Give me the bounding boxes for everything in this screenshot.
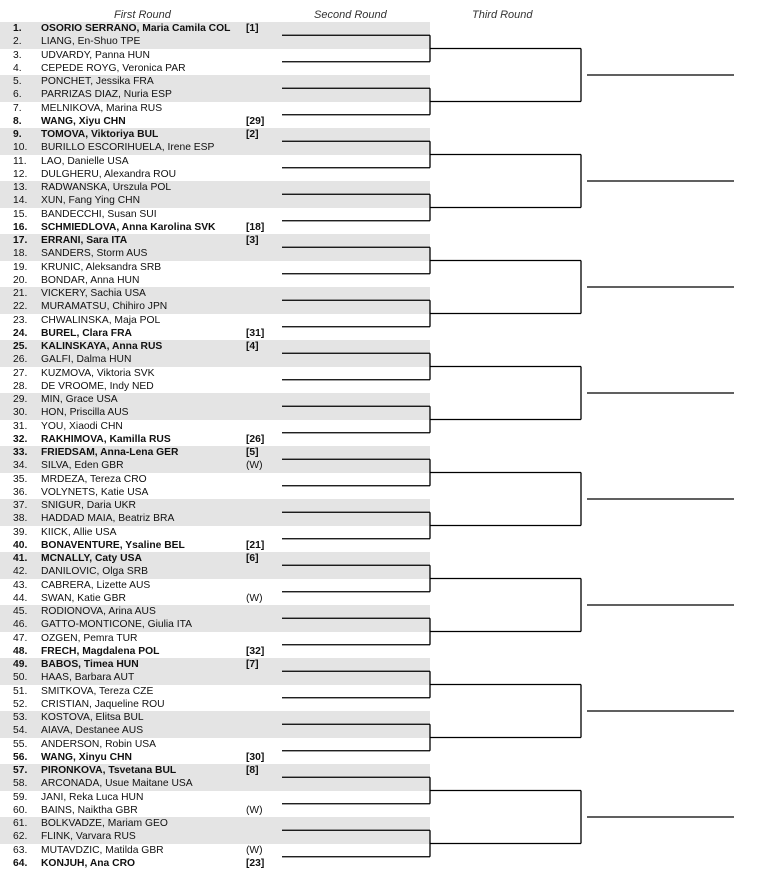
player-name: RAKHIMOVA, Kamilla RUS [41, 433, 171, 445]
player-num: 32. [13, 433, 28, 445]
player-num: 56. [13, 751, 28, 763]
player-num: 61. [13, 818, 28, 829]
player-name: MIN, Grace USA [41, 394, 118, 405]
player-name: SCHMIEDLOVA, Anna Karolina SVK [41, 221, 216, 233]
player-name: MCNALLY, Caty USA [41, 553, 142, 564]
player-num: 52. [13, 698, 28, 710]
player-seed: [18] [246, 221, 265, 233]
player-num: 49. [13, 659, 28, 670]
player-num: 57. [13, 765, 28, 776]
player-num: 17. [13, 235, 28, 246]
player-num: 58. [13, 778, 28, 790]
player-num: 47. [13, 632, 28, 644]
player-seed: [7] [246, 659, 259, 670]
player-num: 13. [13, 182, 28, 193]
player-num: 14. [13, 195, 28, 207]
player-num: 59. [13, 791, 28, 803]
player-name: CHWALINSKA, Maja POL [41, 314, 161, 326]
player-name: KALINSKAYA, Anna RUS [41, 341, 163, 352]
player-seed: (W) [246, 460, 263, 472]
player-name: BABOS, Timea HUN [41, 659, 139, 670]
player-num: 11. [13, 155, 27, 167]
player-num: 16. [13, 221, 28, 233]
player-name: UDVARDY, Panna HUN [41, 49, 150, 61]
player-seed: [8] [246, 765, 259, 776]
player-name: BONDAR, Anna HUN [41, 274, 140, 286]
player-name: ARCONADA, Usue Maitane USA [41, 778, 193, 790]
player-name: MRDEZA, Tereza CRO [41, 473, 147, 485]
player-name: VOLYNETS, Katie USA [41, 486, 149, 498]
player-name: BUREL, Clara FRA [41, 327, 132, 339]
player-num: 10. [13, 142, 28, 154]
player-num: 50. [13, 672, 28, 684]
player-name: YOU, Xiaodi CHN [41, 420, 123, 432]
player-num: 31. [13, 420, 28, 432]
player-seed: [29] [246, 115, 265, 127]
player-name: CABRERA, Lizette AUS [41, 579, 151, 591]
player-name: DANILOVIC, Olga SRB [41, 566, 149, 578]
player-num: 2. [13, 36, 22, 48]
player-name: DULGHERU, Alexandra ROU [41, 168, 177, 180]
player-name: PARRIZAS DIAZ, Nuria ESP [41, 89, 172, 101]
player-name: WANG, Xiyu CHN [41, 115, 126, 127]
player-num: 27. [13, 367, 28, 379]
player-name: SWAN, Katie GBR [41, 592, 126, 604]
player-name: MELNIKOVA, Marina RUS [41, 102, 163, 114]
player-num: 45. [13, 606, 28, 617]
player-name: SANDERS, Storm AUS [41, 248, 148, 260]
player-num: 42. [13, 566, 28, 578]
player-name: FRECH, Magdalena POL [41, 645, 160, 657]
header-second-round: Second Round [314, 9, 387, 21]
player-seed: [31] [246, 327, 265, 339]
player-num: 63. [13, 844, 28, 856]
player-seed: [6] [246, 553, 259, 564]
player-num: 39. [13, 526, 28, 538]
player-name: CRISTIAN, Jaqueline ROU [41, 698, 165, 710]
player-seed: [1] [246, 23, 259, 34]
header-first-round: First Round [114, 9, 171, 21]
player-name: SILVA, Eden GBR [41, 460, 124, 472]
player-seed: (W) [246, 592, 263, 604]
player-seed: (W) [246, 804, 263, 816]
player-name: ANDERSON, Robin USA [41, 738, 157, 750]
player-num: 41. [13, 553, 28, 564]
player-seed: [5] [246, 447, 259, 458]
player-num: 62. [13, 831, 28, 843]
player-num: 9. [13, 129, 22, 140]
player-name: GATTO-MONTICONE, Giulia ITA [41, 619, 193, 631]
player-name: PONCHET, Jessika FRA [41, 76, 154, 87]
player-num: 51. [13, 685, 28, 697]
player-name: RADWANSKA, Urszula POL [41, 182, 172, 193]
player-name: LIANG, En-Shuo TPE [41, 36, 141, 48]
player-name: RODIONOVA, Arina AUS [41, 606, 156, 617]
player-num: 53. [13, 712, 28, 723]
player-num: 21. [13, 288, 28, 299]
player-num: 60. [13, 804, 28, 816]
player-name: BURILLO ESCORIHUELA, Irene ESP [41, 142, 215, 154]
player-num: 37. [13, 500, 28, 511]
player-name: KOSTOVA, Elitsa BUL [41, 712, 144, 723]
player-name: BAINS, Naiktha GBR [41, 804, 138, 816]
player-num: 33. [13, 447, 28, 458]
player-num: 19. [13, 261, 28, 273]
player-seed: [21] [246, 539, 265, 551]
player-num: 25. [13, 341, 28, 352]
player-num: 5. [13, 76, 22, 87]
player-num: 1. [13, 23, 22, 34]
player-num: 54. [13, 725, 28, 737]
player-name: ERRANI, Sara ITA [41, 235, 128, 246]
player-num: 55. [13, 738, 28, 750]
player-num: 30. [13, 407, 28, 419]
player-name: MUTAVDZIC, Matilda GBR [41, 844, 164, 856]
player-name: VICKERY, Sachia USA [41, 288, 146, 299]
player-name: TOMOVA, Viktoriya BUL [41, 129, 159, 140]
player-name: MURAMATSU, Chihiro JPN [41, 301, 168, 313]
player-num: 18. [13, 248, 28, 260]
player-name: SNIGUR, Daria UKR [41, 500, 136, 511]
player-seed: (W) [246, 844, 263, 856]
player-name: FRIEDSAM, Anna-Lena GER [41, 447, 179, 458]
player-num: 48. [13, 645, 28, 657]
player-name: OZGEN, Pemra TUR [41, 632, 138, 644]
player-num: 40. [13, 539, 28, 551]
player-num: 20. [13, 274, 28, 286]
player-name: KONJUH, Ana CRO [41, 857, 136, 869]
player-num: 22. [13, 301, 28, 313]
player-name: HAAS, Barbara AUT [41, 672, 135, 684]
player-seed: [32] [246, 645, 265, 657]
player-num: 6. [13, 89, 22, 101]
player-name: OSORIO SERRANO, Maria Camila COL [41, 23, 231, 34]
player-name: BANDECCHI, Susan SUI [41, 208, 157, 220]
player-seed: [4] [246, 341, 259, 352]
player-name: HADDAD MAIA, Beatriz BRA [41, 513, 175, 525]
player-num: 43. [13, 579, 28, 591]
player-seed: [3] [246, 235, 259, 246]
player-name: BOLKVADZE, Mariam GEO [41, 818, 168, 829]
player-name: PIRONKOVA, Tsvetana BUL [41, 765, 177, 776]
player-name: XUN, Fang Ying CHN [41, 195, 141, 207]
player-name: WANG, Xinyu CHN [41, 751, 132, 763]
player-num: 36. [13, 486, 28, 498]
player-num: 3. [13, 49, 22, 61]
player-name: SMITKOVA, Tereza CZE [41, 685, 154, 697]
player-name: KUZMOVA, Viktoria SVK [41, 367, 155, 379]
player-name: AIAVA, Destanee AUS [41, 725, 144, 737]
player-num: 35. [13, 473, 28, 485]
player-name: KIICK, Allie USA [41, 526, 117, 538]
player-name: LAO, Danielle USA [41, 155, 129, 167]
player-num: 46. [13, 619, 28, 631]
player-name: CEPEDE ROYG, Veronica PAR [41, 62, 186, 74]
player-num: 38. [13, 513, 28, 525]
player-seed: [30] [246, 751, 265, 763]
player-name: BONAVENTURE, Ysaline BEL [41, 539, 185, 551]
player-name: FLINK, Varvara RUS [41, 831, 136, 843]
player-num: 24. [13, 327, 28, 339]
player-name: JANI, Reka Luca HUN [41, 791, 144, 803]
player-name: KRUNIC, Aleksandra SRB [41, 261, 162, 273]
player-num: 15. [13, 208, 28, 220]
header-third-round: Third Round [472, 9, 533, 21]
player-num: 29. [13, 394, 28, 405]
player-name: HON, Priscilla AUS [41, 407, 129, 419]
player-num: 28. [13, 380, 28, 392]
player-num: 34. [13, 460, 28, 472]
player-num: 12. [13, 168, 28, 180]
player-seed: [23] [246, 857, 265, 869]
player-num: 26. [13, 354, 28, 366]
player-seed: [2] [246, 129, 259, 140]
player-name: GALFI, Dalma HUN [41, 354, 132, 366]
player-num: 23. [13, 314, 28, 326]
player-name: DE VROOME, Indy NED [41, 380, 154, 392]
player-seed: [26] [246, 433, 265, 445]
player-num: 4. [13, 62, 22, 74]
player-num: 8. [13, 115, 22, 127]
player-num: 64. [13, 857, 28, 869]
player-num: 7. [13, 102, 22, 114]
player-num: 44. [13, 592, 28, 604]
